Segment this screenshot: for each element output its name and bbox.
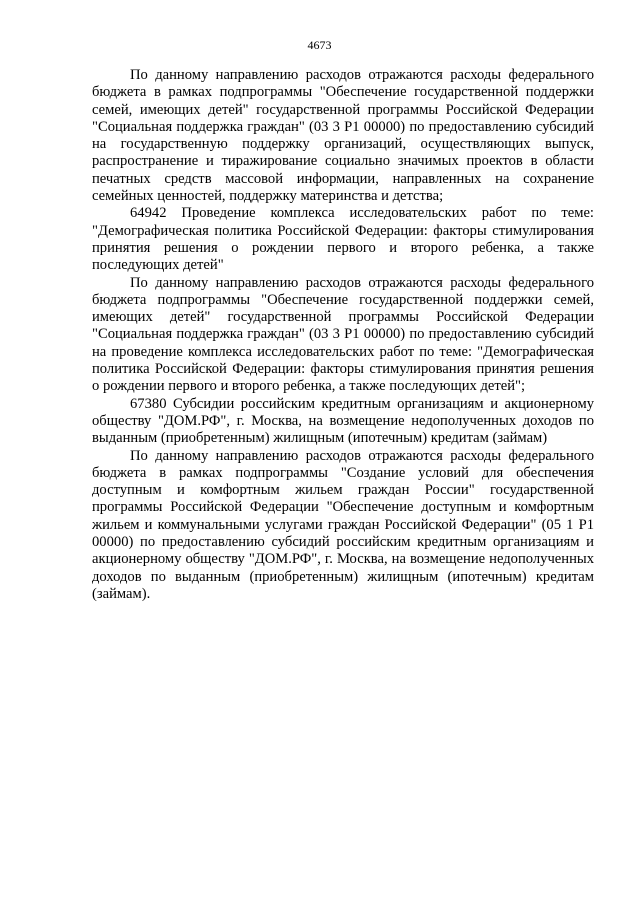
paragraph-code-67380: 67380 Субсидии российским кредитным организациям и акционерному обществу "ДОМ.РФ", г. Москва, на возмещение недополученных доходов по выданным (приобретенным) жилищным (ипотечным) кредитам (займам) — [92, 395, 594, 447]
page-number: 4673 — [307, 38, 332, 52]
document-body — [92, 67, 594, 603]
paragraph-expense-description-1: По данному направлению расходов отражаются расходы федерального бюджета в рамках подпрограммы "Обеспечение государственной поддержки семей, имеющих детей" государственной программы Российской Федерации "Социальная поддержка граждан" (03 3 Р1 00000) по предоставлению субсидий на государственную поддержку организаций, осуществляющих выпуск, распространение и тиражирование социально значимых проектов в области печатных средств массовой информации, направленных на сохранение семейных ценностей, поддержку материнства и детства; — [92, 67, 594, 205]
paragraph-expense-description-2: По данному направлению расходов отражаются расходы федерального бюджета подпрограммы "Обеспечение государственной поддержки семей, имеющих детей" государственной программы Российской Федерации "Социальная поддержка граждан" (03 3 Р1 00000) по предоставлению субсидий на проведение комплекса исследовательских работ по теме: "Демографическая политика Российской Федерации: факторы стимулирования принятия решения о рождении первого и второго ребенка, а также последующих детей"; — [92, 274, 594, 395]
paragraph-expense-description-3: По данному направлению расходов отражаются расходы федерального бюджета в рамках подпрограммы "Создание условий для обеспечения доступным и комфортным жильем граждан России" государственной программы Российской Федерации "Обеспечение доступным и комфортным жильем и коммунальными услугами граждан Российской Федерации" (05 1 Р1 00000) по предоставлению субсидий российским кредитным организациям и акционерному обществу "ДОМ.РФ", г. Москва, на возмещение недополученных доходов по выданным (приобретенным) жилищным (ипотечным) кредитам (займам). — [92, 447, 594, 602]
paragraph-code-64942: 64942 Проведение комплекса исследовательских работ по теме: "Демографическая политика Российской Федерации: факторы стимулирования принятия решения о рождении первого и второго ребенка, а также последующих детей" — [92, 205, 594, 274]
